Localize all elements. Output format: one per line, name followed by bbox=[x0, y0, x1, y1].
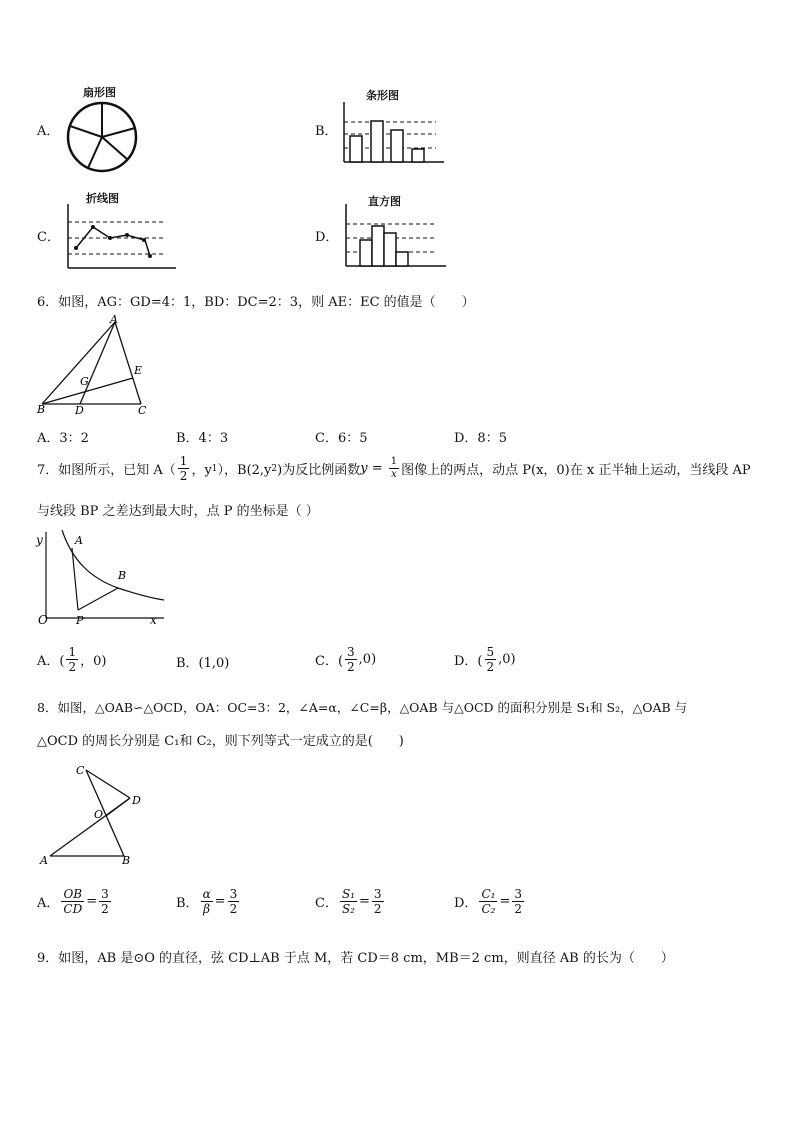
q6-label-A: A bbox=[110, 313, 118, 326]
q8-option-b-label: B． bbox=[176, 896, 199, 911]
q8-option-c-left-fraction bbox=[340, 888, 357, 915]
q7-point-a-x-fraction bbox=[178, 455, 190, 482]
q6-option-a[interactable]: A．3：2 bbox=[37, 431, 89, 446]
q8-option-b-rn: 3 bbox=[229, 887, 238, 901]
q7-text-p2: ，y bbox=[191, 463, 212, 478]
q8-option-b-rd: 2 bbox=[229, 902, 238, 916]
q8-option-b-ld: β bbox=[203, 902, 211, 916]
q7-option-a-fraction bbox=[66, 646, 78, 673]
histogram-title: 直方图 bbox=[368, 195, 401, 208]
q8-question-line2: △OCD 的周长分别是 C₁和 C₂，则下列等式一定成立的是( ) bbox=[37, 734, 404, 749]
q8-option-c[interactable] bbox=[315, 888, 386, 915]
q8-option-c-ld: S₂ bbox=[341, 902, 355, 916]
q7-frac-num: 1 bbox=[179, 454, 188, 468]
q6-label-B: B bbox=[37, 403, 46, 416]
q8-option-a-label: A． bbox=[37, 896, 60, 911]
q7-option-a-tail: ，0) bbox=[80, 654, 107, 669]
q8-label-D: D bbox=[132, 794, 141, 807]
q8-option-d-label: D． bbox=[454, 896, 478, 911]
q5-option-a-label: A． bbox=[37, 124, 60, 139]
q7-option-c-num: 3 bbox=[347, 645, 355, 659]
q7-text-p4: )为反比例函数 bbox=[277, 463, 361, 478]
q5-option-d-label: D． bbox=[315, 230, 339, 245]
q8-option-b[interactable] bbox=[176, 888, 241, 915]
q7-graph-figure bbox=[32, 526, 172, 628]
q8-option-a-left-fraction bbox=[61, 888, 84, 915]
q8-option-d-ld: C₂ bbox=[481, 902, 496, 916]
q7-option-d[interactable] bbox=[454, 646, 516, 673]
q6-label-E: E bbox=[134, 364, 143, 377]
q7-sub1: 1 bbox=[211, 463, 218, 474]
q7-option-d-fraction bbox=[485, 646, 497, 673]
q7-label-y: y bbox=[36, 533, 43, 547]
q7-option-c[interactable] bbox=[315, 646, 376, 673]
q6-option-d[interactable]: D．8：5 bbox=[454, 431, 507, 446]
q7-option-b-label: B．(1,0) bbox=[176, 656, 230, 671]
q8-option-c-right-fraction bbox=[372, 888, 384, 915]
q8-option-b-ln: α bbox=[202, 887, 211, 901]
q7-func-den: x bbox=[391, 469, 397, 480]
q7-sub2: 2 bbox=[271, 463, 278, 474]
q8-option-a-equals: = bbox=[86, 894, 98, 909]
q7-option-a-num: 1 bbox=[68, 645, 77, 659]
q8-option-c-ln: S₁ bbox=[341, 887, 355, 901]
q8-option-c-equals: = bbox=[358, 894, 370, 909]
q7-option-b[interactable] bbox=[176, 652, 229, 671]
q8-option-a-ld: CD bbox=[63, 902, 83, 916]
histogram-figure bbox=[338, 202, 448, 270]
q8-label-A: A bbox=[40, 854, 48, 867]
q7-option-a[interactable] bbox=[37, 646, 106, 673]
q7-func-y: y bbox=[360, 461, 368, 476]
q8-option-b-equals: = bbox=[214, 894, 226, 909]
q7-func-num: 1 bbox=[390, 456, 398, 467]
q7-option-a-label: A．( bbox=[37, 654, 65, 669]
q7-frac-den: 2 bbox=[179, 469, 188, 483]
q7-text-p3: ），B(2,y bbox=[217, 463, 272, 478]
q8-label-B: B bbox=[122, 854, 131, 867]
q7-option-c-den: 2 bbox=[347, 660, 355, 674]
q8-option-d-ln: C₁ bbox=[481, 887, 496, 901]
q8-option-a-right-fraction bbox=[99, 888, 111, 915]
q7-question-line1 bbox=[37, 455, 751, 482]
q8-option-d-left-fraction bbox=[479, 888, 497, 915]
q6-label-C: C bbox=[138, 404, 147, 417]
q8-option-d-rn: 3 bbox=[514, 887, 522, 901]
q7-option-a-den: 2 bbox=[68, 660, 77, 674]
q6-label-G: G bbox=[80, 375, 89, 388]
q7-func-eq: = bbox=[367, 461, 387, 476]
q8-option-b-left-fraction bbox=[201, 888, 213, 915]
q8-similar-triangles-figure bbox=[34, 760, 154, 868]
q8-option-c-rn: 3 bbox=[373, 887, 382, 901]
q7-label-O: O bbox=[38, 613, 48, 627]
line-chart-figure bbox=[60, 202, 178, 272]
q6-label-D: D bbox=[75, 404, 84, 417]
q7-option-d-tail: ,0) bbox=[498, 652, 516, 667]
bar-chart-figure bbox=[336, 100, 446, 166]
bar-chart-title: 条形图 bbox=[366, 89, 399, 102]
q8-label-O: O bbox=[94, 808, 104, 821]
q7-label-B: B bbox=[118, 569, 127, 582]
q7-option-c-tail: ,0) bbox=[358, 652, 377, 667]
q8-option-a-ln: OB bbox=[63, 887, 83, 901]
q8-option-a-rd: 2 bbox=[101, 902, 109, 916]
line-chart-title: 折线图 bbox=[86, 192, 119, 205]
q7-option-c-label: C．( bbox=[315, 654, 344, 669]
q7-option-d-label: D．( bbox=[454, 654, 483, 669]
q9-question-text: 9．如图，AB 是⊙O 的直径，弦 CD⊥AB 于点 M，若 CD＝8 cm，MB＝2 cm，则直径 AB 的长为（ ） bbox=[37, 951, 674, 966]
q8-option-d-right-fraction bbox=[512, 888, 524, 915]
pie-chart-figure bbox=[64, 100, 140, 174]
q7-question-line2: 与线段 BP 之差达到最大时，点 P 的坐标是（ ） bbox=[37, 504, 319, 519]
q7-function-fraction bbox=[389, 457, 399, 480]
q7-option-d-num: 5 bbox=[486, 645, 495, 659]
pie-chart-title: 扇形图 bbox=[83, 86, 116, 99]
q7-option-c-fraction bbox=[345, 646, 357, 673]
q7-option-d-den: 2 bbox=[486, 660, 495, 674]
q8-option-c-rd: 2 bbox=[373, 902, 382, 916]
q8-option-d-equals: = bbox=[499, 894, 511, 909]
q8-option-d[interactable] bbox=[454, 888, 526, 915]
q8-option-a-rn: 3 bbox=[101, 887, 109, 901]
q7-label-P: P bbox=[76, 614, 84, 627]
q8-label-C: C bbox=[76, 764, 85, 777]
q8-option-a[interactable] bbox=[37, 888, 113, 915]
q7-text-p1: 7．如图所示，已知 A（ bbox=[37, 463, 176, 478]
q6-option-c[interactable]: C．6：5 bbox=[315, 431, 368, 446]
q7-label-x: x bbox=[150, 613, 157, 627]
q6-question-text: 6．如图，AG：GD=4：1，BD：DC=2：3，则 AE：EC 的值是（ ） bbox=[37, 295, 475, 310]
q5-option-b-label: B． bbox=[315, 124, 338, 139]
q8-question-line1: 8．如图，△OAB∽△OCD，OA：OC=3：2，∠A=α，∠C=β，△OAB 与△OCD 的面积分别是 S₁和 S₂，△OAB 与 bbox=[37, 700, 688, 715]
q8-option-b-right-fraction bbox=[228, 888, 240, 915]
q6-triangle-figure bbox=[30, 312, 160, 418]
q5-option-c-label: C． bbox=[37, 230, 60, 245]
q7-label-A: A bbox=[75, 534, 83, 547]
q6-option-b[interactable]: B．4：3 bbox=[176, 431, 229, 446]
q8-option-c-label: C． bbox=[315, 896, 338, 911]
q8-option-d-rd: 2 bbox=[514, 902, 522, 916]
q7-text-p5: 图像上的两点，动点 P(x，0)在 x 正半轴上运动，当线段 AP bbox=[401, 463, 751, 478]
